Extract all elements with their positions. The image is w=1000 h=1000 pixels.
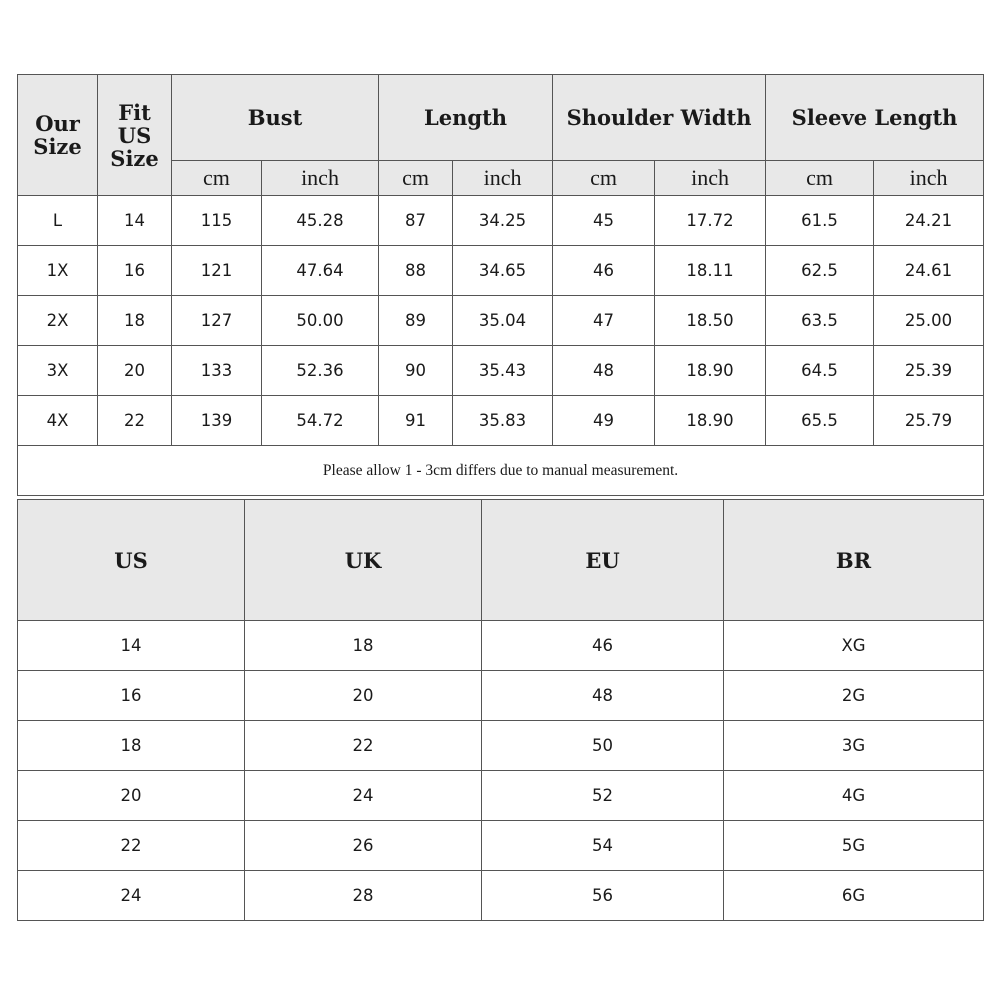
table-cell: 25.79 — [874, 396, 984, 446]
table-row — [18, 671, 984, 721]
table-cell: 91 — [379, 396, 453, 446]
table-cell: 24.61 — [874, 246, 984, 296]
table-cell: 45 — [553, 196, 655, 246]
table-cell: 20 — [98, 346, 172, 396]
table-cell: 52.36 — [262, 346, 379, 396]
header-uk: UK — [245, 500, 482, 621]
table-cell: 22 — [98, 396, 172, 446]
table-cell: 28 — [245, 871, 482, 921]
table-cell: 18.90 — [655, 346, 766, 396]
table-cell: 56 — [482, 871, 724, 921]
table-cell: 14 — [18, 621, 245, 671]
table-cell: 54 — [482, 821, 724, 871]
table-cell: 18.11 — [655, 246, 766, 296]
table-cell: 35.43 — [453, 346, 553, 396]
table-cell: 64.5 — [766, 346, 874, 396]
header-length: Length — [379, 75, 553, 161]
table-cell: 24 — [18, 871, 245, 921]
header-fit-us-size: Fit US Size — [98, 75, 172, 196]
table-cell: 25.00 — [874, 296, 984, 346]
size-conversion-table — [17, 499, 984, 921]
table-row — [18, 721, 984, 771]
table-cell: 6G — [724, 871, 984, 921]
table-cell: 35.04 — [453, 296, 553, 346]
unit-label: cm — [553, 161, 655, 196]
header-bust: Bust — [172, 75, 379, 161]
table-row — [18, 246, 984, 296]
table-cell: 18.50 — [655, 296, 766, 346]
table-cell: 24.21 — [874, 196, 984, 246]
table-cell: L — [18, 196, 98, 246]
table-cell: 20 — [18, 771, 245, 821]
table-cell: 16 — [18, 671, 245, 721]
table-row — [18, 871, 984, 921]
table-cell: 2X — [18, 296, 98, 346]
table-cell: 18 — [98, 296, 172, 346]
table-cell: 3G — [724, 721, 984, 771]
table-cell: 17.72 — [655, 196, 766, 246]
size-chart-table — [17, 74, 984, 496]
table-cell: 3X — [18, 346, 98, 396]
table-cell: 133 — [172, 346, 262, 396]
table-cell: 49 — [553, 396, 655, 446]
unit-label: cm — [379, 161, 453, 196]
table-cell: 50 — [482, 721, 724, 771]
table-cell: 18.90 — [655, 396, 766, 446]
table-cell: 88 — [379, 246, 453, 296]
unit-label: inch — [453, 161, 553, 196]
table-cell: 121 — [172, 246, 262, 296]
table-cell: 46 — [482, 621, 724, 671]
table-cell: 139 — [172, 396, 262, 446]
unit-label: cm — [172, 161, 262, 196]
header-our-size: Our Size — [18, 75, 98, 196]
table-row — [18, 396, 984, 446]
table-cell: 89 — [379, 296, 453, 346]
header-sleeve-length: Sleeve Length — [766, 75, 984, 161]
table-cell: 61.5 — [766, 196, 874, 246]
table-row — [18, 771, 984, 821]
table-cell: 4X — [18, 396, 98, 446]
table-cell: 46 — [553, 246, 655, 296]
table-cell: 45.28 — [262, 196, 379, 246]
table-cell: 54.72 — [262, 396, 379, 446]
table-cell: 1X — [18, 246, 98, 296]
unit-label: inch — [262, 161, 379, 196]
table-row — [18, 196, 984, 246]
table-cell: 65.5 — [766, 396, 874, 446]
table-cell: 26 — [245, 821, 482, 871]
table-cell: 2G — [724, 671, 984, 721]
table-row — [18, 621, 984, 671]
table-cell: XG — [724, 621, 984, 671]
table-cell: 25.39 — [874, 346, 984, 396]
table-cell: 34.65 — [453, 246, 553, 296]
table-cell: 34.25 — [453, 196, 553, 246]
table-cell: 62.5 — [766, 246, 874, 296]
table-cell: 47 — [553, 296, 655, 346]
table-cell: 63.5 — [766, 296, 874, 346]
table-cell: 22 — [18, 821, 245, 871]
unit-label: cm — [766, 161, 874, 196]
table-row — [18, 296, 984, 346]
header-br: BR — [724, 500, 984, 621]
table-cell: 35.83 — [453, 396, 553, 446]
table-cell: 5G — [724, 821, 984, 871]
table-cell: 87 — [379, 196, 453, 246]
measurement-note: Please allow 1 - 3cm differs due to manual measurement. — [18, 446, 984, 496]
table-cell: 127 — [172, 296, 262, 346]
table-cell: 18 — [18, 721, 245, 771]
header-eu: EU — [482, 500, 724, 621]
table-cell: 115 — [172, 196, 262, 246]
table-row — [18, 821, 984, 871]
table-cell: 52 — [482, 771, 724, 821]
table-row — [18, 346, 984, 396]
table-cell: 90 — [379, 346, 453, 396]
table-cell: 18 — [245, 621, 482, 671]
table-cell: 47.64 — [262, 246, 379, 296]
table-cell: 16 — [98, 246, 172, 296]
table-cell: 48 — [482, 671, 724, 721]
header-shoulder-width: Shoulder Width — [553, 75, 766, 161]
table-cell: 48 — [553, 346, 655, 396]
header-us: US — [18, 500, 245, 621]
unit-label: inch — [874, 161, 984, 196]
unit-label: inch — [655, 161, 766, 196]
table-cell: 14 — [98, 196, 172, 246]
table-cell: 4G — [724, 771, 984, 821]
table-cell: 24 — [245, 771, 482, 821]
table-cell: 22 — [245, 721, 482, 771]
table-cell: 20 — [245, 671, 482, 721]
table-cell: 50.00 — [262, 296, 379, 346]
